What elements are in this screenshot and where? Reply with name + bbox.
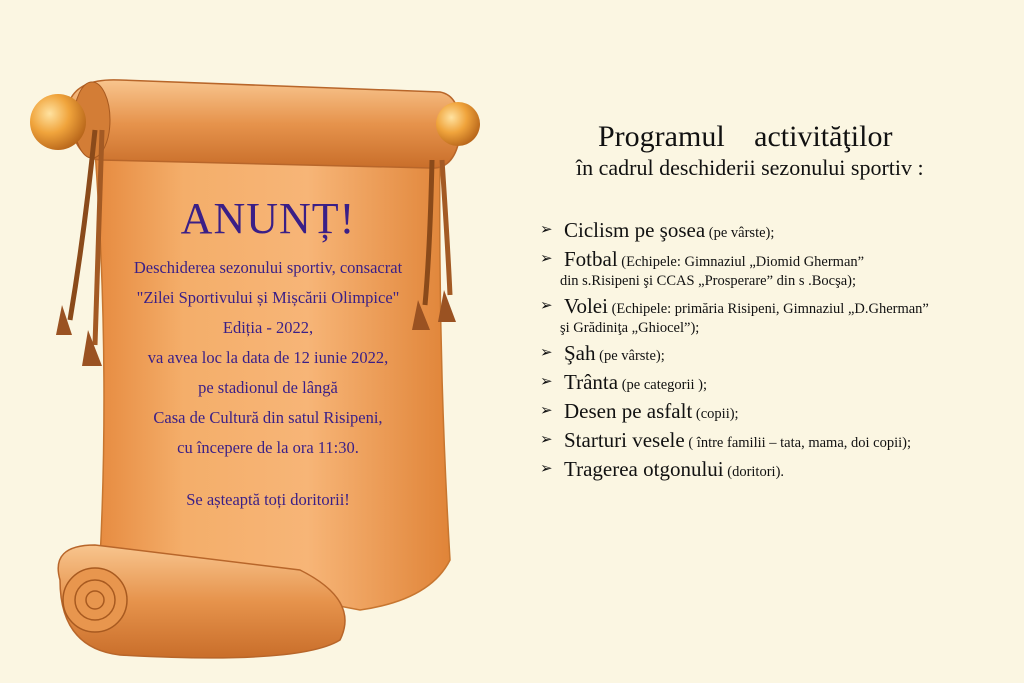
arrow-bullet-icon: ➢	[540, 401, 553, 419]
activity-detail: (pe categorii );	[618, 377, 708, 393]
activity-name: Desen pe asfalt	[564, 399, 693, 423]
activity-name: Starturi vesele	[564, 428, 685, 452]
arrow-bullet-icon: ➢	[540, 459, 553, 477]
activity-item	[540, 428, 1020, 453]
activity-detail: (pe vârste);	[705, 225, 775, 241]
activity-name: Tragerea otgonului	[564, 457, 724, 481]
announcement-line: Deschiderea sezonului sportiv, consacrat	[133, 258, 403, 278]
activity-item	[540, 399, 1020, 424]
activity-item	[540, 370, 1020, 395]
announcement-text	[108, 195, 428, 515]
arrow-bullet-icon: ➢	[540, 343, 553, 361]
program-title: Programul activităţilor	[598, 120, 893, 153]
arrow-bullet-icon: ➢	[540, 296, 553, 314]
activity-item	[540, 247, 1020, 290]
activity-detail: (pe vârste);	[595, 348, 665, 364]
activity-item	[540, 294, 1020, 337]
top-roll	[70, 80, 460, 168]
activity-detail-line2: din s.Risipeni şi CCAS „Prosperare” din s .Bocşa);	[560, 273, 857, 289]
announcement-line: Casa de Cultură din satul Risipeni,	[153, 408, 383, 428]
program-section	[540, 120, 1020, 486]
program-subtitle: în cadrul deschiderii sezonului sportiv :	[576, 155, 924, 180]
announcement-line: "Zilei Sportivului și Mișcării Olimpice"	[136, 288, 400, 308]
activity-name: Fotbal	[564, 247, 618, 271]
activity-detail: (Echipele: Gimnaziul „Diomid Gherman”	[617, 254, 865, 270]
activity-detail-line2: şi Grădiniţa „Ghiocel”);	[560, 320, 700, 336]
left-knob	[30, 94, 86, 150]
activity-name: Ciclism pe şosea	[564, 218, 706, 242]
activity-item	[540, 457, 1020, 482]
activity-detail: (copii);	[692, 406, 739, 422]
arrow-bullet-icon: ➢	[540, 372, 553, 390]
activity-name: Şah	[564, 341, 596, 365]
announcement-line: va avea loc la data de 12 iunie 2022,	[147, 348, 389, 368]
activity-name: Trânta	[564, 370, 619, 394]
announcement-line: cu începere de la ora 11:30.	[177, 438, 359, 458]
announcement-line: Ediția - 2022,	[222, 318, 314, 338]
activity-detail: ( între familii – tata, mama, doi copii);	[684, 435, 912, 451]
activity-list	[540, 218, 1020, 482]
announcement-closing: Se așteaptă toți doritorii!	[186, 490, 350, 510]
activity-detail: (Echipele: primăria Risipeni, Gimnaziul „D.Gherman”	[607, 301, 929, 317]
arrow-bullet-icon: ➢	[540, 220, 553, 238]
activity-item	[540, 218, 1020, 243]
right-knob	[436, 102, 480, 146]
arrow-bullet-icon: ➢	[540, 249, 553, 267]
announcement-title: ANUNȚ!	[180, 194, 356, 243]
announcement-line: pe stadionul de lângă	[198, 378, 338, 398]
activity-detail: (doritori).	[723, 464, 785, 480]
arrow-bullet-icon: ➢	[540, 430, 553, 448]
activity-item	[540, 341, 1020, 366]
activity-name: Volei	[564, 294, 608, 318]
